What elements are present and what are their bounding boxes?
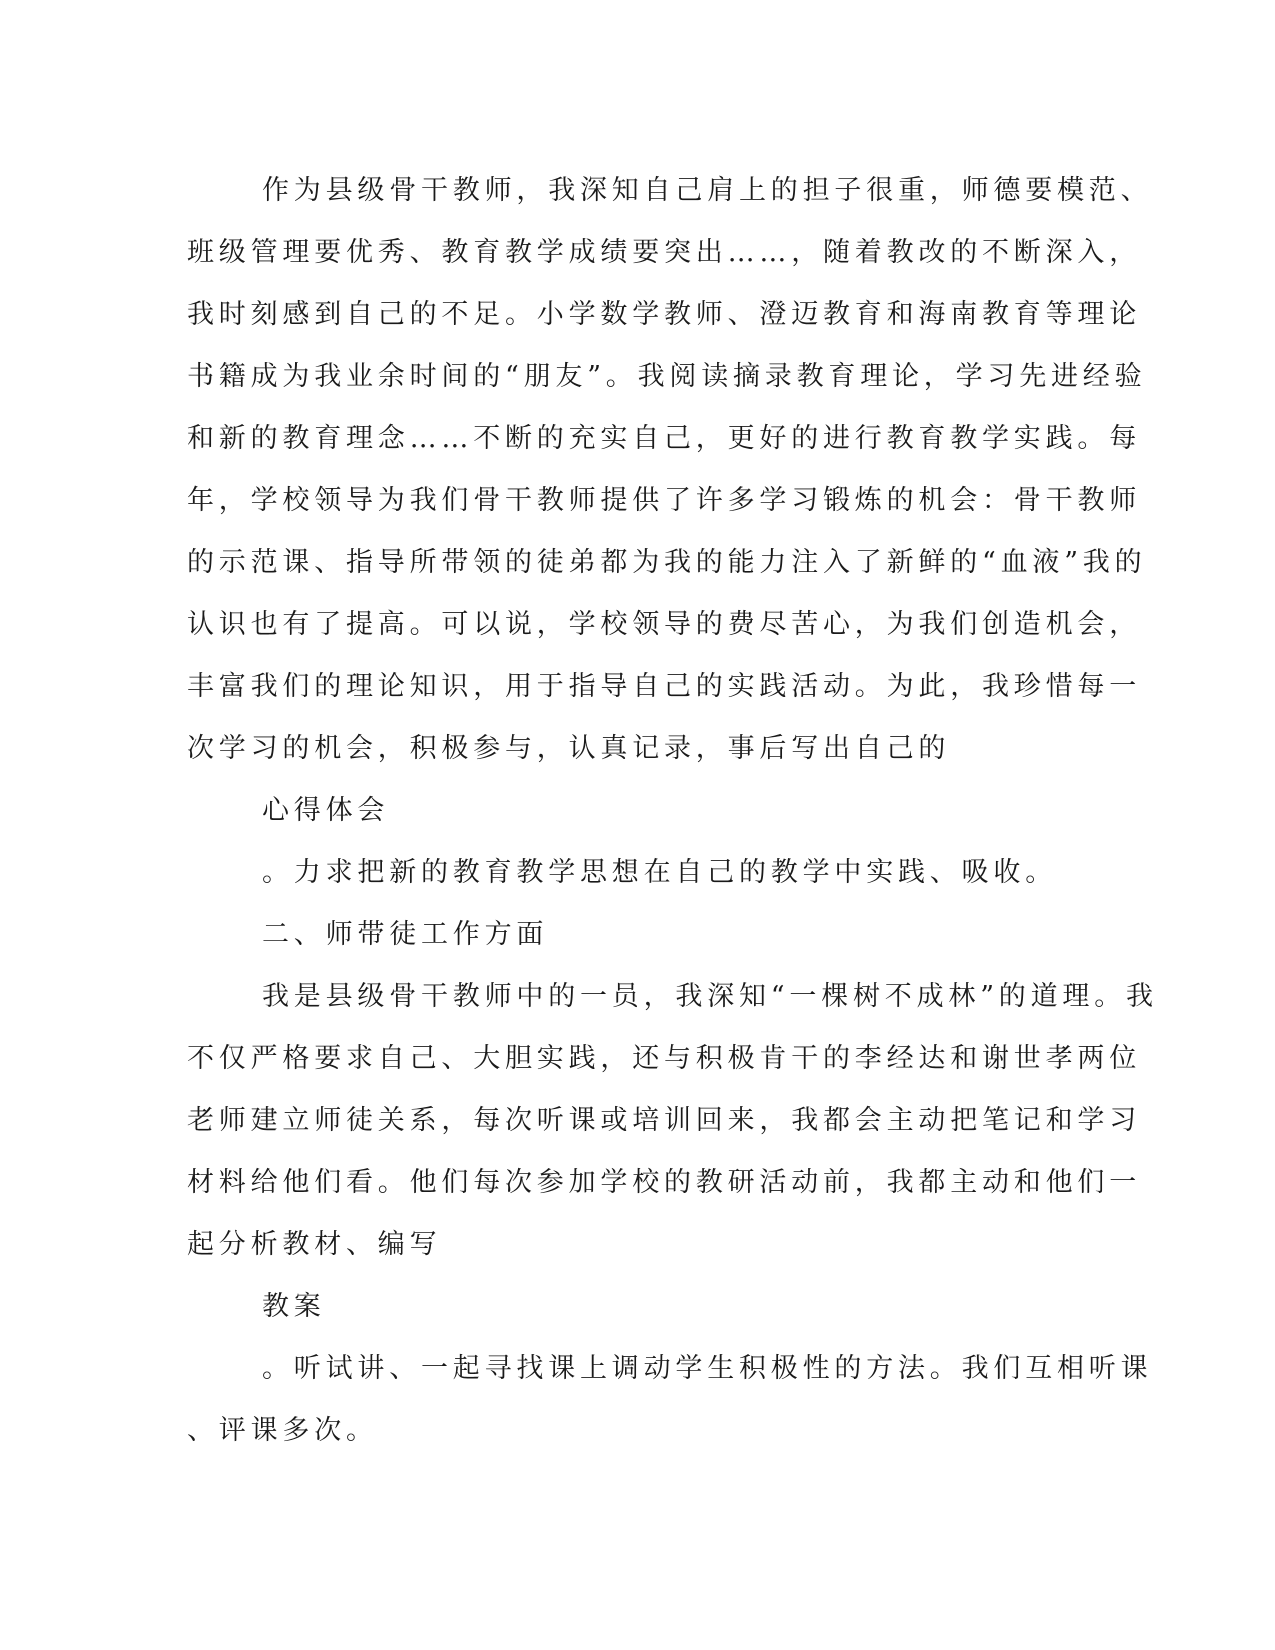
paragraph-line: 起分析教材、编写 — [187, 1229, 442, 1260]
paragraph-line: 。听试讲、一起寻找课上调动学生积极性的方法。我们互相听课 — [262, 1353, 1153, 1384]
paragraph-line: 作为县级骨干教师，我深知自己肩上的担子很重，师德要模范、 — [262, 175, 1153, 206]
paragraph-line: 教案 — [262, 1291, 326, 1322]
paragraph-line: 年，学校领导为我们骨干教师提供了许多学习锻炼的机会：骨干教师 — [187, 485, 1141, 516]
paragraph-line: 认识也有了提高。可以说，学校领导的费尽苦心，为我们创造机会， — [187, 609, 1141, 640]
paragraph-line: 丰富我们的理论知识，用于指导自己的实践活动。为此，我珍惜每一 — [187, 671, 1141, 702]
document-body — [187, 160, 1158, 1462]
paragraph-line: 心得体会 — [262, 795, 390, 826]
paragraph-line: 我时刻感到自己的不足。小学数学教师、澄迈教育和海南教育等理论 — [187, 299, 1141, 330]
paragraph-line: 老师建立师徒关系，每次听课或培训回来，我都会主动把笔记和学习 — [187, 1105, 1141, 1136]
paragraph-line: 。力求把新的教育教学思想在自己的教学中实践、吸收。 — [262, 857, 1057, 888]
paragraph-line: 我是县级骨干教师中的一员，我深知“一棵树不成林”的道理。我 — [262, 981, 1158, 1012]
paragraph-line: 次学习的机会，积极参与，认真记录，事后写出自己的 — [187, 733, 951, 764]
paragraph-line: 、评课多次。 — [187, 1415, 378, 1446]
paragraph-line: 材料给他们看。他们每次参加学校的教研活动前，我都主动和他们一 — [187, 1167, 1141, 1198]
paragraph-line: 不仅严格要求自己、大胆实践，还与积极肯干的李经达和谢世孝两位 — [187, 1043, 1141, 1074]
paragraph-line: 班级管理要优秀、教育教学成绩要突出……，随着教改的不断深入， — [187, 237, 1141, 268]
paragraph-line: 和新的教育理念……不断的充实自己，更好的进行教育教学实践。每 — [187, 423, 1141, 454]
paragraph-line: 书籍成为我业余时间的“朋友”。我阅读摘录教育理论，学习先进经验 — [187, 361, 1147, 392]
paragraph-line: 的示范课、指导所带领的徒弟都为我的能力注入了新鲜的“血液”我的 — [187, 547, 1147, 578]
section-heading: 二、师带徒工作方面 — [262, 919, 549, 950]
